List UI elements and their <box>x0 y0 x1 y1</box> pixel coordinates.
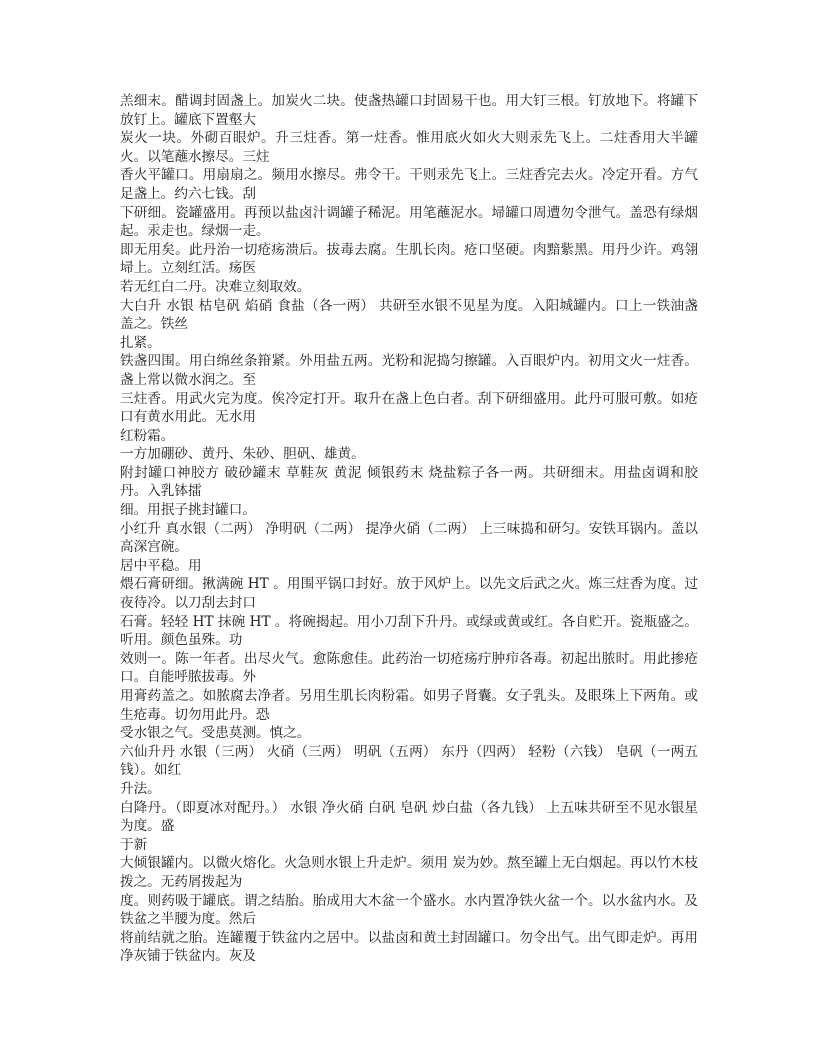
text-line: 六仙升丹 水银（三两） 火硝（三两） 明矾（五两） 东丹（四两） 轻粉（六钱） 皂矾（一两五钱）。如红 <box>120 743 698 779</box>
text-line: 三炷香。用武火完为度。俟冷定打开。取升在盏上色白者。刮下研细盛用。此丹可服可敷。如疮口有黄水用此。无水用 <box>120 390 698 426</box>
text-line: 将前结就之胎。连罐覆于铁盆内之居中。以盐卤和黄土封固罐口。勿令出气。出气即走炉。再用净灰铺于铁盆内。灰及 <box>120 929 698 965</box>
text-line: 白降丹。（即夏冰对配丹。） 水银 净火硝 白矾 皂矾 炒白盐（各九钱） 上五味共研至不见水银星为度。盛 <box>120 799 698 835</box>
text-line: 若无红白二丹。决难立刻取效。 <box>120 278 311 295</box>
text-line: 大白升 水银 枯皂矾 焰硝 食盐（各一两） 共研至水银不见星为度。入阳城罐内。口上一铁油盏盖之。铁丝 <box>120 297 698 333</box>
text-line: 细。用抿子挑封罐口。 <box>120 502 256 519</box>
text-line: 煨石膏研细。揪满碗 HT 。用围平锅口封好。放于风炉上。以先文后武之火。炼三炷香为度。过夜待冷。以刀刮去封口 <box>120 576 698 612</box>
text-line: 效则一。陈一年者。出尽火气。愈陈愈佳。此药治一切疮疡疔肿疖各毒。初起出脓时。用此掺疮口。自能呼脓拔毒。外 <box>120 650 698 686</box>
text-line: 羔细末。醋调封固盏上。加炭火二块。使盏热罐口封固易干也。用大钉三根。钉放地下。将罐下放钉上。罐底下置壑大 <box>120 93 698 128</box>
text-line: 小红升 真水银（二两） 净明矾（二两） 提净火硝（二两） 上三味捣和研匀。安铁耳锅内。盖以高深宫碗。 <box>120 520 698 556</box>
text-line: 扎紧。 <box>120 334 161 351</box>
text-line: 受水银之气。受患莫测。慎之。 <box>120 725 311 742</box>
text-line: 用膏药盖之。如脓腐去净者。另用生肌长肉粉霜。如男子肾囊。女子乳头。及眼珠上下两角。或生疮毒。切勿用此丹。恐 <box>120 688 698 723</box>
document-body <box>120 92 698 966</box>
text-line: 石膏。轻轻 HT 抹碗 HT 。将碗揭起。用小刀刮下升丹。或绿或黄或红。各自贮开。瓷瓶盛之。听用。颜色虽殊。功 <box>120 613 698 649</box>
text-line: 炭火一块。外砌百眼炉。升三炷香。第一炷香。惟用底火如火大则汞先飞上。二炷香用大半罐火。以笔蘸水擦尽。三炷 <box>120 130 698 165</box>
text-line: 大倾银罐内。以微火熔化。火急则水银上升走炉。须用 炭为妙。熬至罐上无白烟起。再以竹木枝拨之。无药屑拨起为 <box>120 855 698 890</box>
text-line: 于新 <box>120 836 148 853</box>
text-line: 度。则药吸于罐底。谓之结胎。胎成用大木盆一个盛水。水内置净铁火盆一个。以水盆内水。及铁盆之半腰为度。然后 <box>120 892 698 928</box>
text-line: 附封罐口神胶方 破砂罐末 草鞋灰 黄泥 倾银药末 烧盐粽子各一两。共研细末。用盐卤调和胶丹。入乳钵擂 <box>120 464 698 500</box>
text-line: 红粉霜。 <box>120 427 175 444</box>
text-line: 一方加硼砂、黄丹、朱砂、胆矾、雄黄。 <box>120 446 365 463</box>
text-line: 即无用矣。此丹治一切疮疡溃后。拔毒去腐。生肌长肉。疮口坚硬。肉黯紫黑。用丹少许。鸡翎埽上。立刻红活。疡医 <box>120 241 698 277</box>
text-line: 下研细。瓷罐盛用。再预以盐卤汁调罐子稀泥。用笔蘸泥水。埽罐口周遭勿令泄气。盖恐有绿烟起。汞走也。绿烟一走。 <box>120 204 698 240</box>
text-line: 香火平罐口。用扇扇之。频用水擦尽。弗令干。干则汞先飞上。三炷香完去火。冷定开看。方气足盏上。约六七钱。刮 <box>120 167 698 202</box>
text-line: 铁盏四围。用白绵丝条箝紧。外用盐五两。光粉和泥捣匀擦罐。入百眼炉内。初用文火一炷香。盏上常以微水润之。至 <box>120 353 698 388</box>
text-line: 居中平稳。用 <box>120 557 202 574</box>
text-line: 升法。 <box>120 780 161 797</box>
